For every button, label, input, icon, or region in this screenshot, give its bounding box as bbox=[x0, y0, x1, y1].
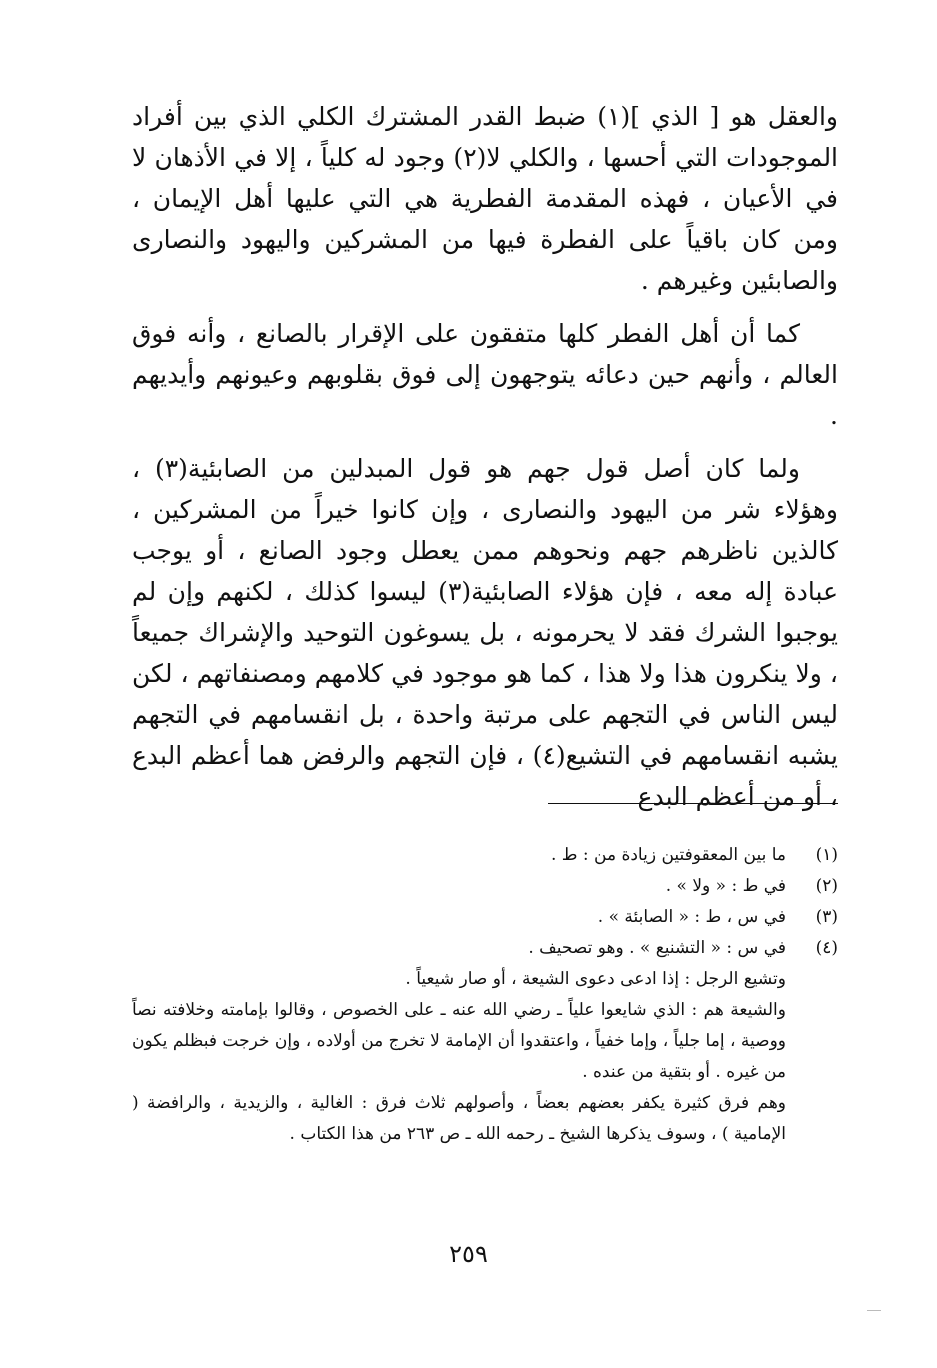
footnote-3 bbox=[132, 902, 838, 933]
footnote-text: في س ، ط : « الصابئة » . bbox=[597, 907, 786, 927]
footnotes bbox=[132, 840, 838, 1150]
paragraph-3: ولما كان أصل قول جهم هو قول المبدلين من الصابئية(٣) ، وهؤلاء شر من اليهود والنصارى ، وإن كانوا خيراً من المشركين ، كالذين ناظرهم جهم ونحوهم ممن يعطل وجود الصانع ، أو يوجب عبادة إله معه ، فإن هؤلاء الصابئية(٣) ليسوا كذلك ، لكنهم وإن لم يوجبوا الشرك فقد لا يحرمونه ، بل يسوغون التوحيد والإشراك جميعاً ، ولا ينكرون هذا ولا هذا ، كما هو موجود في كلامهم ومصنفاتهم ، لكن ليس الناس في التجهم على مرتبة واحدة ، بل انقسامهم في التجهم يشبه انقسامهم في التشيع(٤) ، فإن التجهم والرفض هما أعظم البدع ، أو من أعظم البدع bbox=[132, 454, 839, 811]
footnote-text: في س : « التشنيع » . وهو تصحيف . bbox=[528, 938, 786, 958]
footnote-number: (٤) bbox=[815, 938, 838, 958]
footnote-number: (٣) bbox=[815, 907, 838, 927]
footnote-number: (١) bbox=[815, 845, 838, 865]
footnote-4-continuation-3: وهم فرق كثيرة يكفر بعضهم بعضاً ، وأصولهم ثلاث فرق : الغالية ، والزيدية ، والرافضة ( الإمامية ) ، وسوف يذكرها الشيخ ـ رحمه الله ـ ص ٢٦٣ من هذا الكتاب . bbox=[132, 1093, 786, 1144]
scan-edge-mark bbox=[867, 1310, 881, 1311]
footnote-number: (٢) bbox=[815, 876, 838, 896]
footnote-2 bbox=[132, 871, 838, 902]
footnote-1 bbox=[132, 840, 838, 871]
footnote-4 bbox=[132, 933, 838, 964]
footnote-separator bbox=[548, 803, 838, 804]
paragraph-2: كما أن أهل الفطر كلها متفقون على الإقرار بالصانع ، وأنه فوق العالم ، وأنهم حين دعائه يتوجهون إلى فوق بقلوبهم وعيونهم وأيديهم . bbox=[132, 319, 838, 430]
footnote-4-continuation-1: وتشيع الرجل : إذا ادعى دعوى الشيعة ، أو صار شيعياً . bbox=[405, 969, 786, 989]
page-number: ٢٥٩ bbox=[449, 1240, 488, 1268]
footnote-text: في ط : « ولا » . bbox=[665, 876, 786, 896]
paragraph-1: والعقل هو [ الذي ](١) ضبط القدر المشترك الكلي الذي بين أفراد الموجودات التي أحسها ، والكلي لا(٢) وجود له كلياً ، إلا في الأذهان لا في الأعيان ، فهذه المقدمة الفطرية هي التي عليها أهل الإيمان ، ومن كان باقياً على الفطرة فيها من المشركين واليهود والنصارى والصابئين وغيرهم . bbox=[132, 102, 839, 295]
footnote-text: ما بين المعقوفتين زيادة من : ط . bbox=[550, 845, 786, 865]
footnote-4-continuation-2: والشيعة هم : الذي شايعوا علياً ـ رضي الله عنه ـ على الخصوص ، وقالوا بإمامته وخلافته نصاً ووصية ، إما جلياً ، وإما خفياً ، واعتقدوا أن الإمامة لا تخرج من أولاده ، وإن خرجت فبظلم يكون من غيره . أو بتقية من عنده . bbox=[132, 1000, 786, 1082]
main-text bbox=[132, 96, 838, 829]
